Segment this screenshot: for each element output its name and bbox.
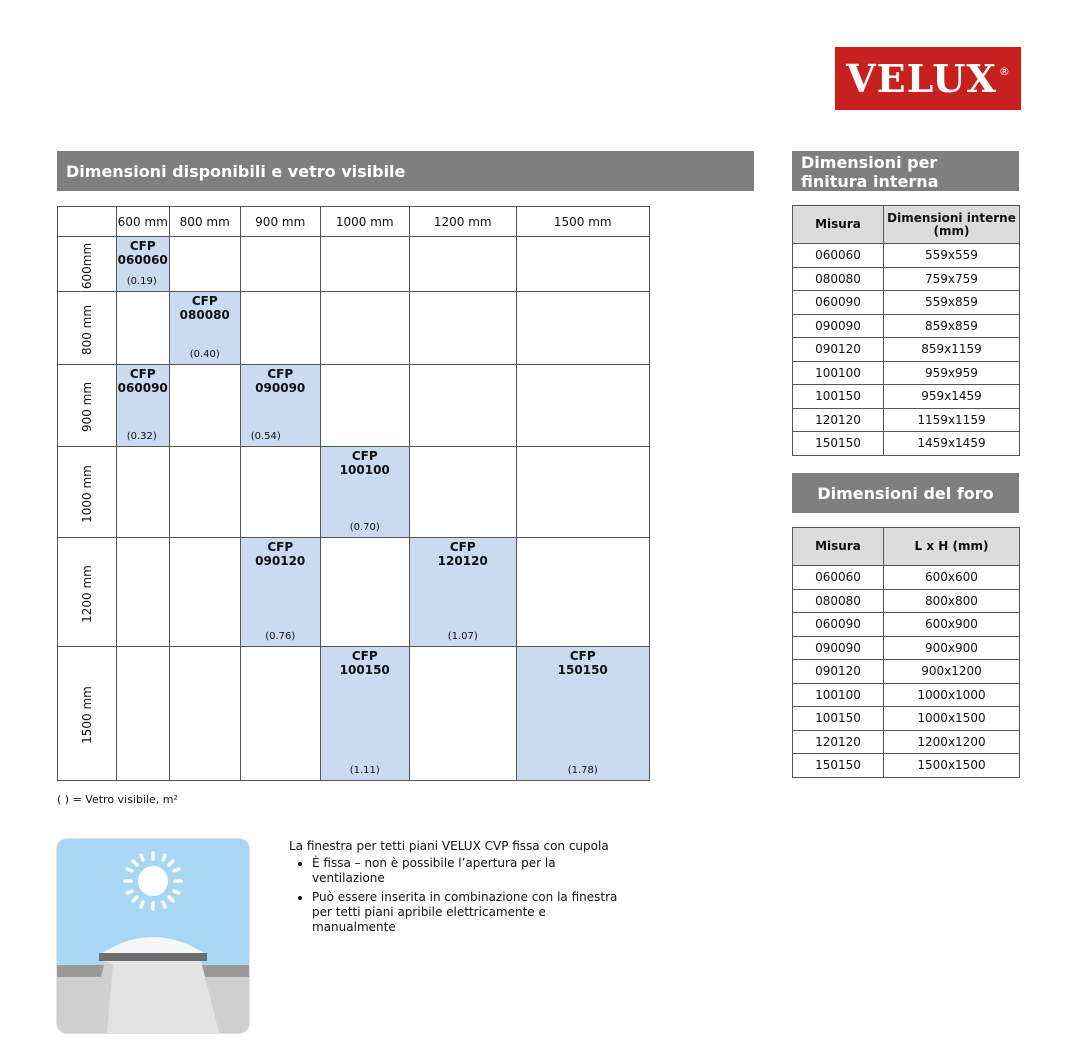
row-header: 1500 mm [58, 647, 117, 781]
size-code: 100150 [793, 385, 884, 409]
table-row [793, 267, 1020, 291]
table-row [793, 589, 1020, 613]
dimension-value: 900x1200 [884, 660, 1020, 684]
size-code: 060060 [793, 244, 884, 268]
empty-cell [240, 447, 320, 538]
product-description [289, 839, 619, 939]
table-row [793, 338, 1020, 362]
row-header: 900 mm [58, 365, 117, 447]
empty-cell [116, 292, 169, 365]
opening-size-table [792, 527, 1020, 778]
size-cell-060060 [116, 237, 169, 292]
size-code: 100100 [793, 361, 884, 385]
size-code: 100100 [793, 683, 884, 707]
dimension-value: 859x1159 [884, 338, 1020, 362]
size-cell-090120 [240, 538, 320, 647]
row-header: 1200 mm [58, 538, 117, 647]
col-header: 600 mm [116, 207, 169, 237]
empty-cell [169, 447, 240, 538]
table-header: Misura [793, 528, 884, 566]
table-row [793, 408, 1020, 432]
empty-cell [169, 237, 240, 292]
header-line-2: finitura interna [801, 172, 939, 191]
empty-cell [240, 237, 320, 292]
size-cell-100150 [320, 647, 409, 781]
size-code: 090090 [793, 636, 884, 660]
visible-glass-value: (1.11) [349, 765, 380, 776]
empty-cell [320, 237, 409, 292]
table-row [793, 566, 1020, 590]
table-row [793, 754, 1020, 778]
empty-cell [169, 365, 240, 447]
table-row [793, 613, 1020, 637]
cfp-code: CFP 150150 [557, 649, 608, 677]
cfp-code: CFP 100150 [339, 649, 390, 677]
visible-glass-value: (1.78) [567, 765, 598, 776]
table-row [793, 314, 1020, 338]
row-header: 600mm [58, 237, 117, 292]
cfp-code: CFP 060060 [117, 239, 168, 267]
table-row [793, 707, 1020, 731]
empty-cell [409, 647, 516, 781]
section-header-available-sizes: Dimensioni disponibili e vetro visibile [57, 151, 754, 191]
visible-glass-value: (0.32) [126, 431, 157, 442]
dimension-value: 1159x1159 [884, 408, 1020, 432]
table-row [793, 385, 1020, 409]
dimension-value: 800x800 [884, 589, 1020, 613]
visible-glass-value: (0.54) [250, 431, 281, 442]
table-row [793, 244, 1020, 268]
cfp-code: CFP 120120 [437, 540, 488, 568]
cfp-code: CFP 060090 [117, 367, 168, 395]
col-header: 1000 mm [320, 207, 409, 237]
col-header: 1500 mm [516, 207, 649, 237]
table-row [793, 291, 1020, 315]
dimension-value: 600x600 [884, 566, 1020, 590]
empty-cell [516, 365, 649, 447]
cfp-code: CFP 080080 [179, 294, 230, 322]
empty-cell [516, 237, 649, 292]
empty-cell [116, 447, 169, 538]
empty-cell [409, 237, 516, 292]
visible-glass-value: (0.19) [126, 276, 157, 287]
table-row [793, 361, 1020, 385]
size-code: 090120 [793, 660, 884, 684]
dimension-value: 959x959 [884, 361, 1020, 385]
size-code: 080080 [793, 589, 884, 613]
empty-cell [116, 647, 169, 781]
table-header: L x H (mm) [884, 528, 1020, 566]
flat-roof-window-illustration [57, 839, 249, 1033]
col-header: 1200 mm [409, 207, 516, 237]
dimension-value: 1000x1000 [884, 683, 1020, 707]
visible-glass-value: (0.70) [349, 522, 380, 533]
size-cell-100100 [320, 447, 409, 538]
size-cell-090090 [240, 365, 320, 447]
cfp-code: CFP 090090 [255, 367, 306, 395]
table-header: Misura [793, 206, 884, 244]
velux-logo [835, 47, 1021, 110]
dimension-value: 759x759 [884, 267, 1020, 291]
product-illustration [57, 839, 249, 1033]
logo-registered-mark: ® [998, 65, 1010, 78]
table-row [793, 432, 1020, 456]
visible-glass-value: (1.07) [447, 631, 478, 642]
grid-corner [58, 207, 117, 237]
empty-cell [169, 538, 240, 647]
empty-cell [516, 292, 649, 365]
size-code: 060090 [793, 613, 884, 637]
col-header: 900 mm [240, 207, 320, 237]
empty-cell [169, 647, 240, 781]
size-cell-080080 [169, 292, 240, 365]
empty-cell [116, 538, 169, 647]
empty-cell [516, 538, 649, 647]
empty-cell [240, 292, 320, 365]
logo-text: VELUX [846, 56, 997, 101]
table-row [793, 660, 1020, 684]
empty-cell [409, 292, 516, 365]
cfp-code: CFP 090120 [255, 540, 306, 568]
table-row [793, 683, 1020, 707]
size-code: 060060 [793, 566, 884, 590]
section-header-internal-finish [792, 151, 1019, 191]
empty-cell [320, 365, 409, 447]
dimension-value: 559x859 [884, 291, 1020, 315]
visible-glass-value: (0.40) [189, 349, 220, 360]
table-row [793, 730, 1020, 754]
size-code: 100150 [793, 707, 884, 731]
size-code: 090120 [793, 338, 884, 362]
size-code: 080080 [793, 267, 884, 291]
dimension-value: 1000x1500 [884, 707, 1020, 731]
table-header: Dimensioni interne (mm) [884, 206, 1020, 244]
empty-cell [320, 538, 409, 647]
dimension-value: 859x859 [884, 314, 1020, 338]
empty-cell [516, 447, 649, 538]
size-code: 060090 [793, 291, 884, 315]
size-cell-060090 [116, 365, 169, 447]
description-intro: La finestra per tetti piani VELUX CVP fissa con cupola [289, 839, 609, 853]
row-header: 800 mm [58, 292, 117, 365]
footnote: ( ) = Vetro visibile, m² [57, 793, 178, 806]
sizes-grid [57, 206, 650, 781]
feature-item: • Può essere inserita in combinazione con la finestra per tetti piani apribile elettricamente e manualmente [312, 890, 619, 935]
empty-cell [409, 365, 516, 447]
size-cell-150150 [516, 647, 649, 781]
table-row [793, 636, 1020, 660]
dimension-value: 559x559 [884, 244, 1020, 268]
header-line-1: Dimensioni per [801, 153, 938, 172]
size-code: 120120 [793, 408, 884, 432]
empty-cell [240, 647, 320, 781]
col-header: 800 mm [169, 207, 240, 237]
size-cell-120120 [409, 538, 516, 647]
dimension-value: 1200x1200 [884, 730, 1020, 754]
visible-glass-value: (0.76) [265, 631, 296, 642]
dimension-value: 900x900 [884, 636, 1020, 660]
feature-list [289, 856, 619, 935]
dimension-value: 1459x1459 [884, 432, 1020, 456]
empty-cell [409, 447, 516, 538]
size-code: 150150 [793, 754, 884, 778]
size-code: 150150 [793, 432, 884, 456]
section-header-opening-size: Dimensioni del foro [792, 473, 1019, 513]
cfp-code: CFP 100100 [339, 449, 390, 477]
size-code: 090090 [793, 314, 884, 338]
row-header: 1000 mm [58, 447, 117, 538]
internal-finish-table [792, 205, 1020, 456]
dimension-value: 959x1459 [884, 385, 1020, 409]
size-code: 120120 [793, 730, 884, 754]
dimension-value: 600x900 [884, 613, 1020, 637]
empty-cell [320, 292, 409, 365]
dimension-value: 1500x1500 [884, 754, 1020, 778]
feature-item: • È fissa – non è possibile l’apertura per la ventilazione [312, 856, 619, 886]
